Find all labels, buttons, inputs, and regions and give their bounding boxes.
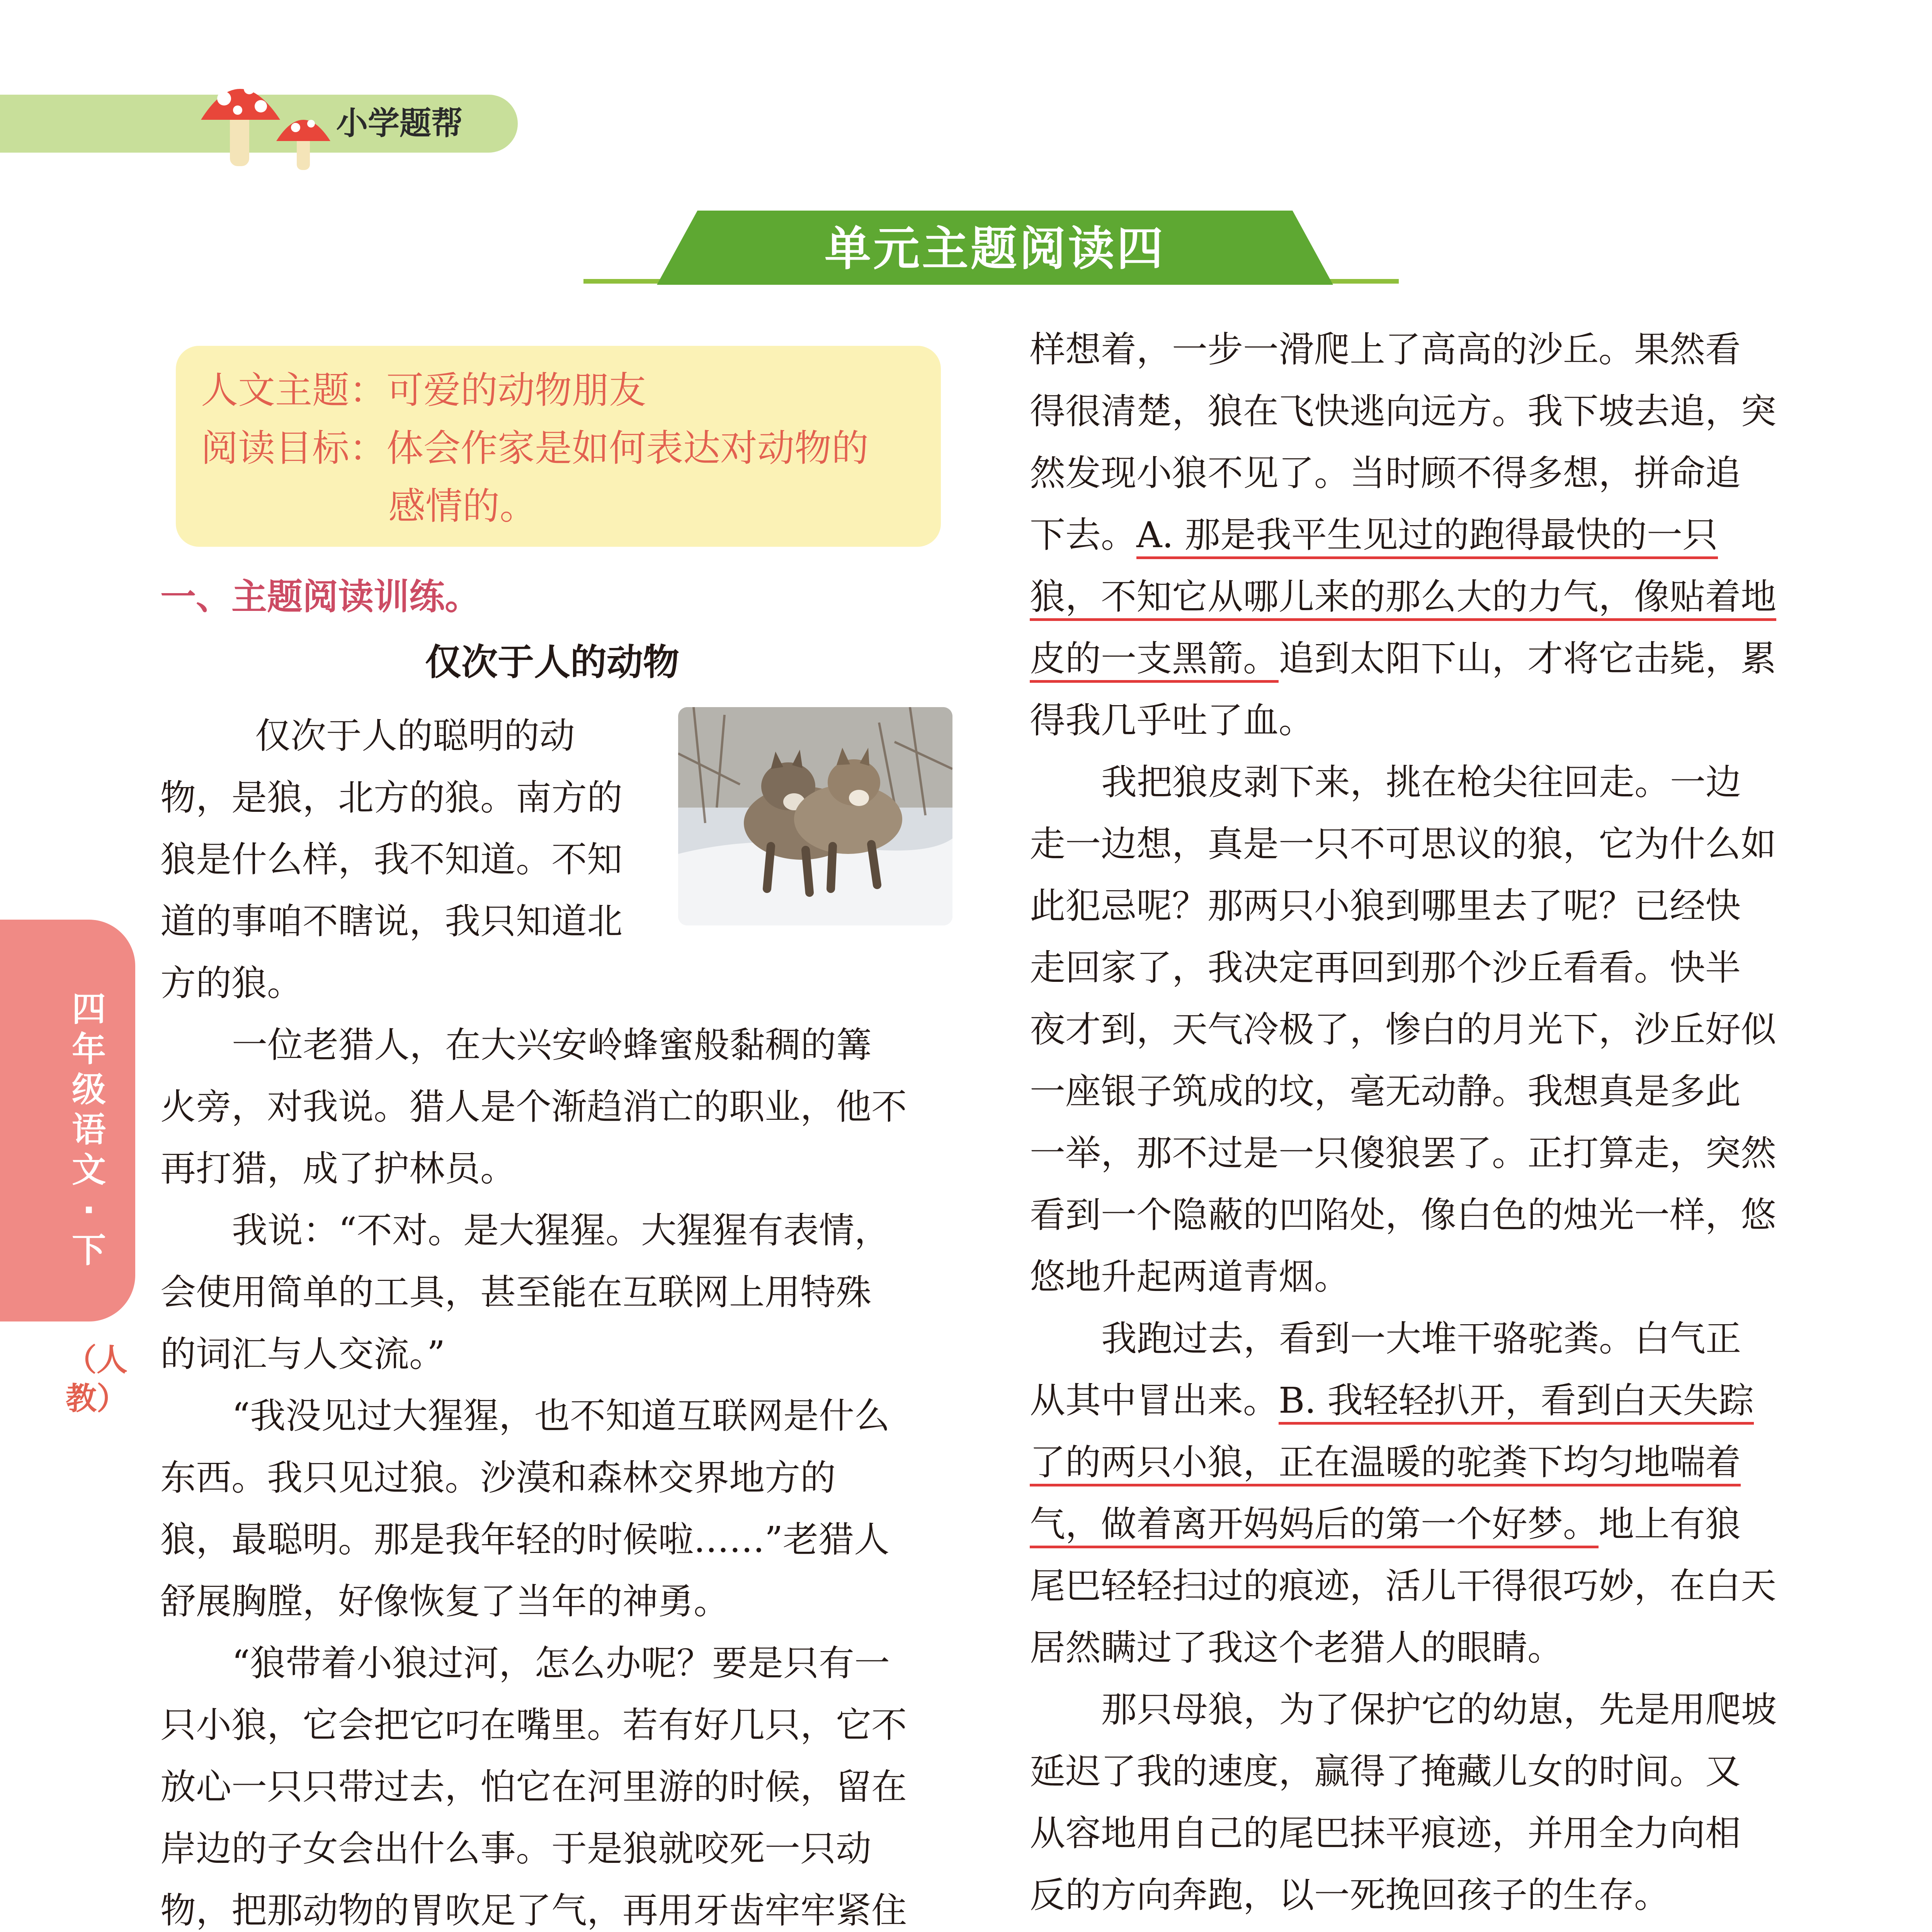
- paragraph-line: 看到一个隐蔽的凹陷处，像白色的烛光一样，悠: [1030, 1194, 1777, 1236]
- goal-line: 阅读目标：体会作家是如何表达对动物的: [201, 427, 869, 470]
- text-run: 追到太阳下山，才将它击毙，累: [1279, 638, 1777, 679]
- paragraph-line: 我把狼皮剥下来，挑在枪尖往回走。一边: [1101, 762, 1742, 803]
- paragraph-line: 居然瞒过了我这个老猎人的眼睛。: [1030, 1627, 1563, 1668]
- paragraph-line: [1030, 1372, 1754, 1430]
- paragraph-line: [1101, 1928, 1741, 1932]
- paragraph-line: [1030, 506, 1718, 564]
- paragraph-line: 得我几乎吐了血。: [1030, 700, 1315, 741]
- paragraph-line: 然发现小狼不见了。当时顾不得多想，拼命追: [1030, 452, 1741, 494]
- underlined-sentence-a: 皮的一支黑箭。: [1030, 638, 1279, 683]
- paragraph-line: 我说：“不对。是大猩猩。大猩猩有表情，: [232, 1210, 890, 1251]
- section-header: 一、主题阅读训练。: [160, 576, 481, 617]
- page-title: 单元主题阅读四: [825, 222, 1165, 276]
- paragraph-line: 的词汇与人交流。”: [160, 1333, 446, 1375]
- paragraph-line: 一座银子筑成的坟，毫无动静。我想真是多此: [1030, 1071, 1741, 1112]
- underlined-sentence-b: 了的两只小狼，正在温暖的驼粪下均匀地喘着: [1030, 1442, 1741, 1486]
- goal-line-continued: 感情的。: [388, 485, 537, 528]
- paragraph-line: 延迟了我的速度，赢得了掩藏儿女的时间。又: [1030, 1751, 1741, 1792]
- text-run: 从其中冒出来。: [1030, 1380, 1279, 1421]
- paragraph-line: 狼是什么样，我不知道。不知: [160, 839, 623, 880]
- paragraph-line: 岸边的子女会出什么事。于是狼就咬死一只动: [160, 1828, 872, 1869]
- paragraph-line: 此犯忌呢？那两只小狼到哪里去了呢？已经快: [1030, 885, 1741, 927]
- theme-line: 人文主题：可爱的动物朋友: [201, 369, 646, 412]
- paragraph-line: 狼，最聪明。那是我年轻的时候啦……”老猎人: [160, 1519, 890, 1560]
- underlined-sentence-a: A. 那是我平生见过的跑得最快的一只: [1136, 514, 1718, 559]
- underlined-sentence-a: 狼，不知它从哪儿来的那么大的力气，像贴着地: [1030, 576, 1776, 621]
- brand-name: 小学题帮: [336, 105, 463, 142]
- underlined-sentence-b: B. 我轻轻扒开，看到白天失踪: [1279, 1380, 1754, 1425]
- paragraph-line: 悠地升起两道青烟。: [1030, 1256, 1350, 1298]
- paragraph-line: [1030, 1434, 1741, 1492]
- paragraph-line: “狼带着小狼过河，怎么办呢？要是只有一: [232, 1643, 890, 1684]
- paragraph-line: 放心一只只带过去，怕它在河里游的时候，留在: [160, 1766, 907, 1808]
- paragraph-line: 一举，那不过是一只傻狼罢了。正打算走，突然: [1030, 1133, 1777, 1174]
- paragraph-line: 夜才到，天气冷极了，惨白的月光下，沙丘好似: [1030, 1009, 1777, 1050]
- grade-label: 四年级语文 · 下: [71, 989, 106, 1270]
- mushroom-logo-icon: [193, 62, 348, 178]
- paragraph-line: “我没见过大猩猩，也不知道互联网是什么: [232, 1395, 890, 1437]
- paragraph-line: 那只母狼，为了保护它的幼崽，先是用爬坡: [1101, 1689, 1777, 1730]
- paragraph-line: 道的事咱不瞎说，我只知道北: [160, 901, 623, 942]
- paragraph-line: 样想着，一步一滑爬上了高高的沙丘。果然看: [1030, 329, 1741, 370]
- paragraph-line: 尾巴轻轻扫过的痕迹，活儿干得很巧妙，在白天: [1030, 1565, 1777, 1607]
- paragraph-line: 只小狼，它会把它叼在嘴里。若有好几只，它不: [160, 1704, 907, 1746]
- paragraph-line: 走一边想，真是一只不可思议的狼，它为什么如: [1030, 823, 1777, 865]
- underlined-sentence-b: 气，做着离开妈妈后的第一个好梦。: [1030, 1503, 1599, 1548]
- paragraph-line: 会使用简单的工具，甚至能在互联网上用特殊: [160, 1272, 872, 1313]
- paragraph-line: 火旁，对我说。猎人是个渐趋消亡的职业，他不: [160, 1086, 907, 1128]
- wolves-photo: [678, 707, 952, 925]
- paragraph-line: 舒展胸膛，好像恢复了当年的神勇。: [160, 1581, 730, 1622]
- paragraph-line: 方的狼。: [160, 963, 303, 1004]
- paragraph-line: 我跑过去，看到一大堆干骆驼粪。白气正: [1101, 1318, 1742, 1359]
- article-title: 仅次于人的动物: [425, 641, 680, 684]
- paragraph-line: 物，把那动物的胃吹足了气，再用牙齿牢牢紧住: [160, 1890, 907, 1931]
- edition-label: （人教）: [66, 1342, 128, 1417]
- paragraph-line: 走回家了，我决定再回到那个沙丘看看。快半: [1030, 947, 1741, 988]
- paragraph-line: [1030, 568, 1776, 626]
- paragraph-line: 得很清楚，狼在飞快逃向远方。我下坡去追，突: [1030, 391, 1777, 432]
- paragraph-line: 反的方向奔跑，以一死挽回孩子的生存。: [1030, 1874, 1670, 1916]
- paragraph-line: [1030, 1495, 1741, 1553]
- paragraph-line: 从容地用自己的尾巴抹平痕迹，并用全力向相: [1030, 1813, 1741, 1854]
- paragraph-line: 一位老猎人，在大兴安岭蜂蜜般黏稠的篝: [232, 1024, 872, 1066]
- text-run: 地上有狼: [1599, 1503, 1741, 1545]
- paragraph-line: 仅次于人的聪明的动: [255, 715, 575, 757]
- text-run: 下去。: [1030, 514, 1137, 556]
- paragraph-line: 东西。我只见过狼。沙漠和森林交界地方的: [160, 1457, 836, 1498]
- paragraph-line: [1030, 630, 1776, 688]
- paragraph-line: 物，是狼，北方的狼。南方的: [160, 777, 623, 818]
- paragraph-line: 再打猎，成了护林员。: [160, 1148, 516, 1189]
